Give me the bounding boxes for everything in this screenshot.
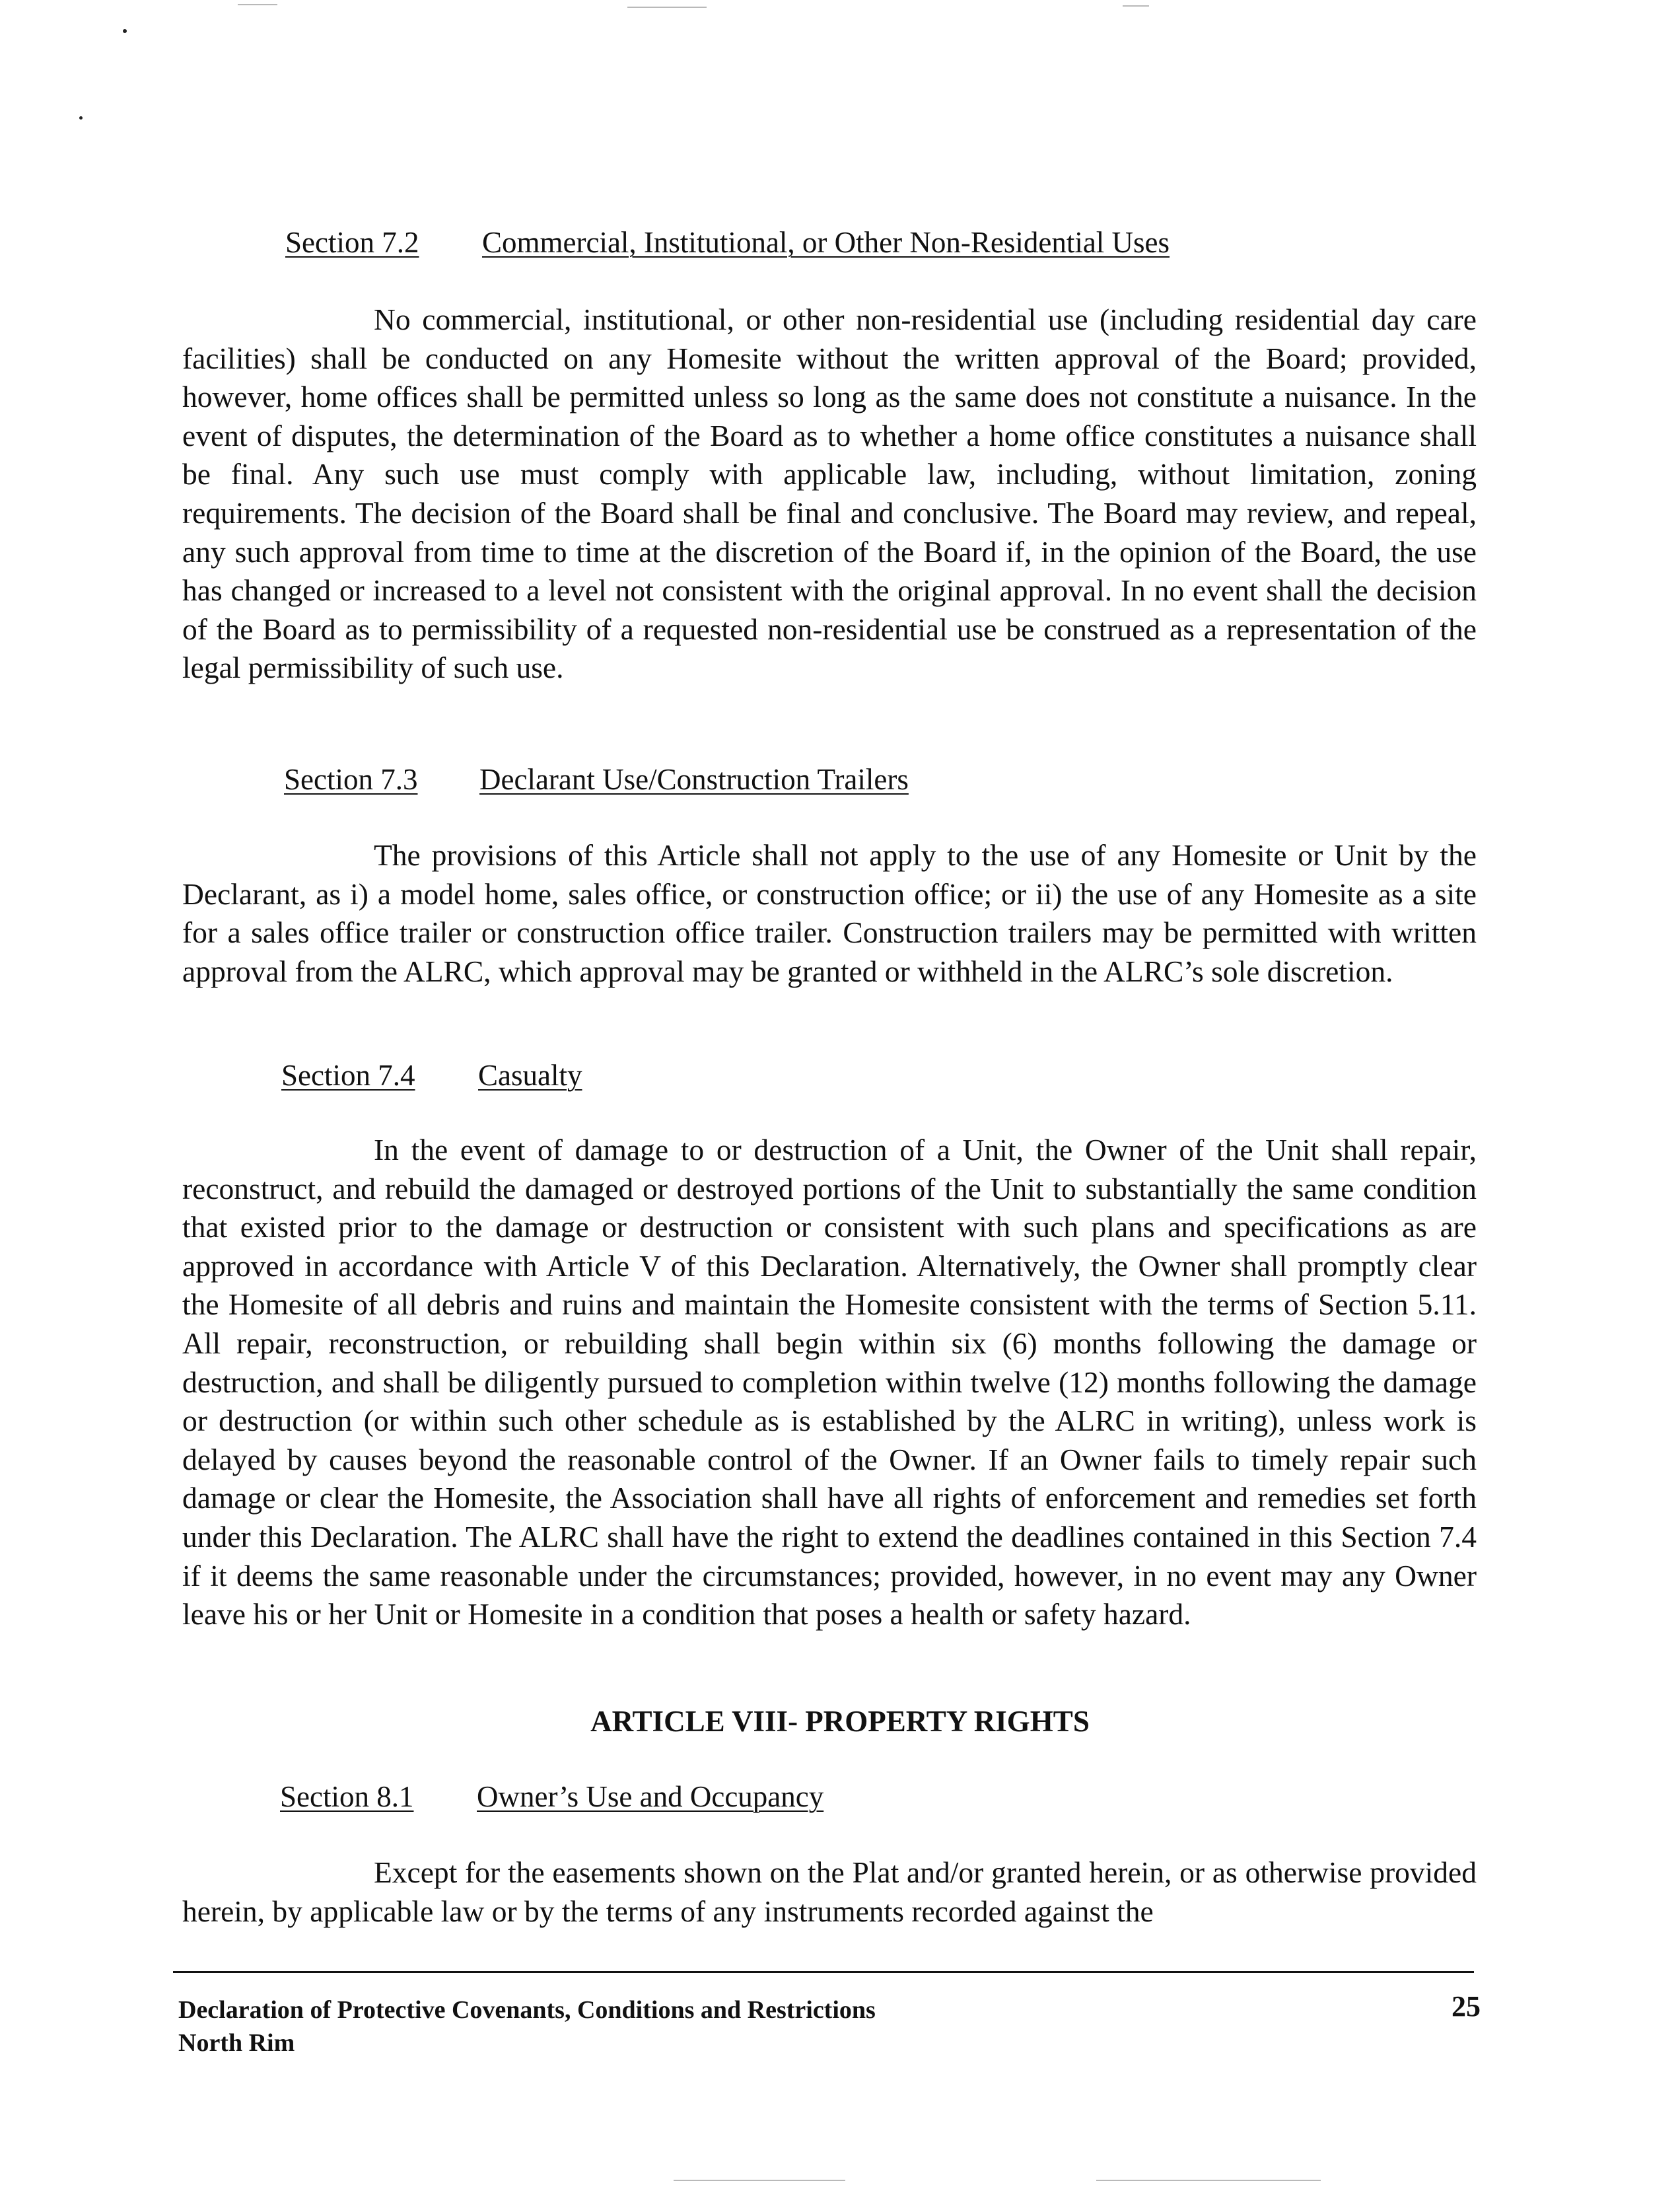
section-title: Declarant Use/Construction Trailers bbox=[479, 763, 909, 796]
section-7-3-heading bbox=[284, 763, 909, 796]
footer-rule bbox=[173, 1971, 1474, 1973]
paragraph-text: No commercial, institutional, or other non-residential use (including residential day care facilities) shall be conducted on any Homesite without the written approval of the Board; provided, however, home offices shall be permitted unless so long as the same does not constitute a nuisance. In the event of disputes, the determination of the Board as to whether a home office constitutes a nuisance shall be final. Any such use must comply with applicable law, including, without limitation, zoning requirements. The decision of the Board shall be final and conclusive. The Board may review, and repeal, any such approval from time to time at the discretion of the Board if, in the opinion of the Board, the use has changed or increased to a level not consistent with the original approval. In no event shall the decision of the Board as to permissibility of a requested non-residential use be construed as a representation of the legal permissibility of such use. bbox=[182, 303, 1477, 685]
scan-dot bbox=[123, 29, 127, 33]
article-heading: ARTICLE VIII- PROPERTY RIGHTS bbox=[590, 1705, 1090, 1738]
section-7-3-body bbox=[182, 836, 1477, 991]
section-title: Owner’s Use and Occupancy bbox=[477, 1780, 824, 1813]
scan-mark bbox=[1096, 2180, 1321, 2181]
paragraph-text: Except for the easements shown on the Plat and/or granted herein, or as otherwise provided herein, by applicable law or by the terms of any instruments recorded against the bbox=[182, 1855, 1477, 1928]
scan-mark bbox=[674, 2180, 845, 2181]
page-number: 25 bbox=[1452, 1990, 1481, 2023]
scan-dot bbox=[79, 116, 83, 120]
section-7-4-body bbox=[182, 1131, 1477, 1634]
section-number: Section 7.3 bbox=[284, 763, 418, 796]
scan-mark bbox=[1123, 5, 1149, 7]
section-title: Casualty bbox=[478, 1059, 582, 1092]
section-8-1-body bbox=[182, 1853, 1477, 1931]
footer-line-2: North Rim bbox=[178, 2029, 295, 2057]
section-number: Section 8.1 bbox=[280, 1780, 414, 1813]
section-7-2-heading bbox=[285, 226, 1170, 259]
scan-mark bbox=[238, 4, 277, 5]
section-7-4-heading bbox=[281, 1059, 582, 1092]
section-title: Commercial, Institutional, or Other Non-Residential Uses bbox=[482, 226, 1170, 259]
section-8-1-heading bbox=[280, 1780, 824, 1813]
paragraph-text: In the event of damage to or destruction of a Unit, the Owner of the Unit shall repair, reconstruct, and rebuild the damaged or destroyed portions of the Unit to substantially the same condition that existed prior to the damage or destruction or consistent with such plans and specifications as are approved in accordance with Article V of this Declaration. Alternatively, the Owner shall promptly clear the Homesite of all debris and ruins and maintain the Homesite consistent with the terms of Section 5.11. All repair, reconstruction, or rebuilding shall begin within six (6) months following the damage or destruction, and shall be diligently pursued to completion within twelve (12) months following the damage or destruction (or within such other schedule as is established by the ALRC in writing), unless work is delayed by causes beyond the reasonable control of the Owner. If an Owner fails to timely repair such damage or clear the Homesite, the Association shall have all rights of enforcement and remedies set forth under this Declaration. The ALRC shall have the right to extend the deadlines contained in this Section 7.4 if it deems the same reasonable under the circumstances; provided, however, in no event may any Owner leave his or her Unit or Homesite in a condition that poses a health or safety hazard. bbox=[182, 1133, 1477, 1631]
scan-mark bbox=[627, 7, 707, 8]
section-number: Section 7.2 bbox=[285, 226, 419, 259]
section-number: Section 7.4 bbox=[281, 1059, 415, 1092]
footer-line-1: Declaration of Protective Covenants, Conditions and Restrictions bbox=[178, 1996, 876, 2024]
paragraph-text: The provisions of this Article shall not apply to the use of any Homesite or Unit by the Declarant, as i) a model home, sales office, or construction office; or ii) the use of any Homesite as a site for a sales office trailer or construction office trailer. Construction trailers may be permitted with written approval from the ALRC, which approval may be granted or withheld in the ALRC’s sole discretion. bbox=[182, 838, 1477, 988]
section-7-2-body bbox=[182, 301, 1477, 688]
footer-document-title bbox=[178, 1993, 876, 2060]
